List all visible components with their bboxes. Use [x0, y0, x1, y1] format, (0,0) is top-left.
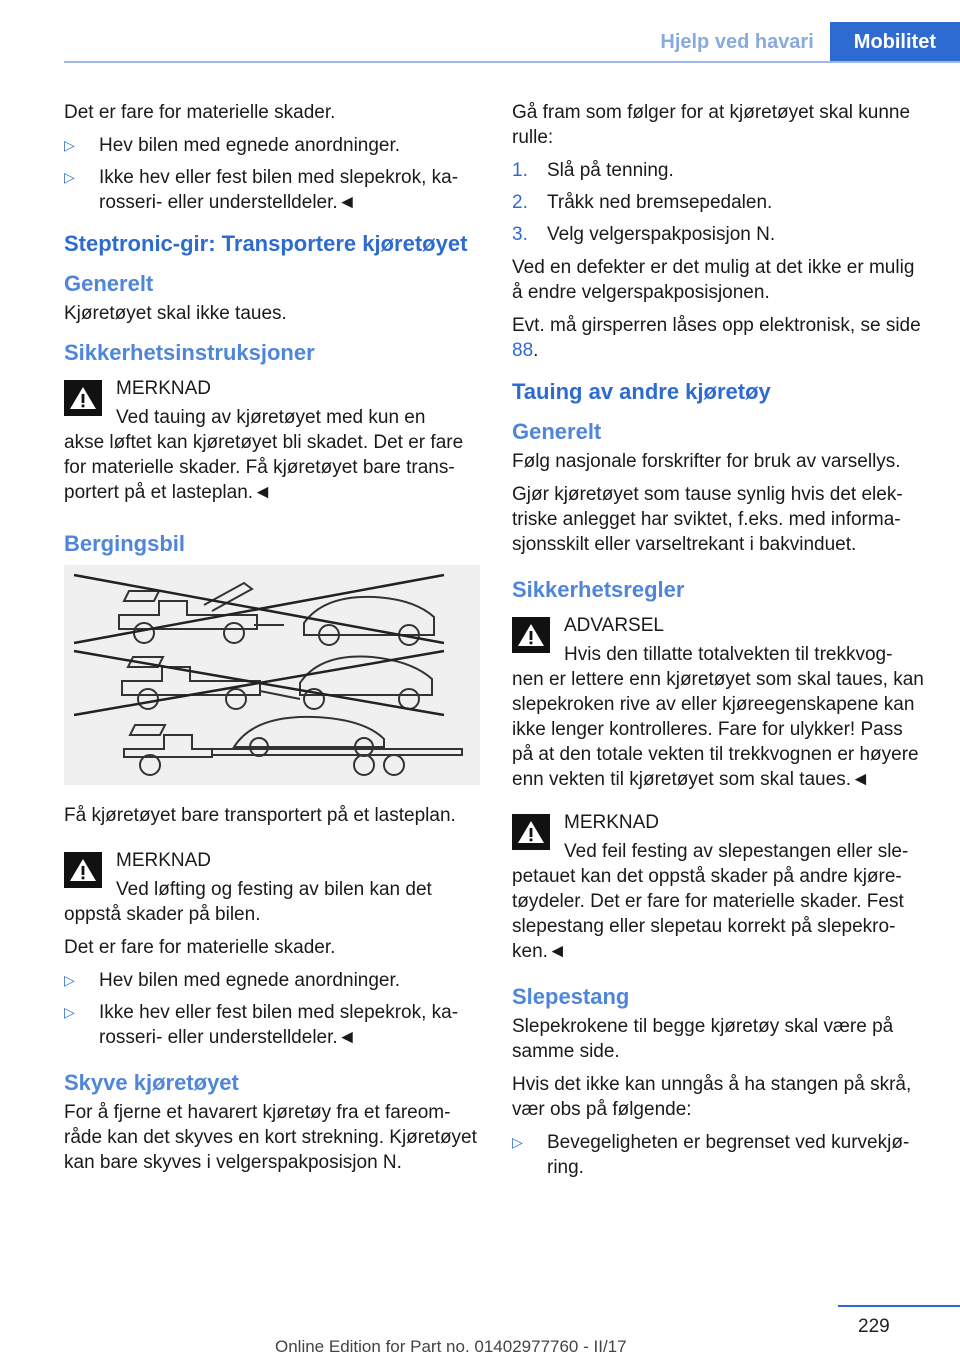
warning-triangle-icon [64, 380, 102, 416]
warning-text: Hvis den tillatte totalvekten til trekkvog- [564, 644, 893, 665]
list-item-text: Bevegeligheten er begrenset ved kurvekjøring. [547, 1132, 910, 1178]
paragraph: Kjøretøyet skal ikke taues. [64, 303, 287, 324]
list-number: 1. [512, 160, 528, 181]
subheading: Sikkerhetsregler [512, 577, 685, 602]
paragraph: Hvis det ikke kan unngås å ha stangen på skrå, vær obs på følgende: [512, 1074, 912, 1120]
list-item-text: Ikke hev eller fest bilen med slepekrok, karosseri- eller understelldeler.◄ [99, 167, 459, 213]
paragraph: For å fjerne et havarert kjøretøy fra et fareområde kan det skyves en kort strekning. Kjøretøyet kan bare skyves i velgerspakposisjon N. [64, 1102, 477, 1173]
header-tabs [644, 22, 960, 62]
notice-box [64, 848, 480, 927]
list-item-text: Tråkk ned bremsepedalen. [547, 192, 773, 213]
list-item-text: Slå på tenning. [547, 160, 674, 181]
paragraph: Slepekrokene til begge kjøretøy skal være på samme side. [512, 1016, 894, 1062]
list-item [64, 133, 480, 158]
notice-text: Ved tauing av kjøretøyet med kun en [116, 407, 426, 428]
list-number: 3. [512, 224, 528, 245]
list-item-text: Hev bilen med egnede anordninger. [99, 970, 401, 991]
bullet-list [64, 133, 480, 215]
warning-title: ADVARSEL [564, 615, 664, 636]
list-item-text: Ikke hev eller fest bilen med slepekrok, karosseri- eller understelldeler.◄ [99, 1002, 459, 1048]
list-item-text: Hev bilen med egnede anordninger. [99, 135, 401, 156]
right-column [512, 100, 928, 1188]
triangle-bullet-icon: ▷ [64, 169, 75, 185]
notice-title: MERKNAD [564, 812, 660, 833]
notice-text-continued: akse løftet kan kjøretøyet bli skadet. Det er fare for materielle skader. Få kjøretøyet bare transportert på et lasteplan.◄ [64, 432, 464, 503]
list-number: 2. [512, 192, 528, 213]
page-number: 229 [858, 1316, 890, 1337]
paragraph: Gå fram som følger for at kjøretøyet skal kunne rulle: [512, 102, 911, 148]
bullet-list [64, 968, 480, 1050]
paragraph [512, 313, 928, 363]
triangle-bullet-icon: ▷ [64, 972, 75, 988]
list-item [512, 1130, 928, 1180]
list-item [512, 222, 928, 247]
footer-edition: Online Edition for Part no. 01402977760 - II/17 [275, 1337, 627, 1356]
triangle-bullet-icon: ▷ [64, 1004, 75, 1020]
list-item [64, 968, 480, 993]
paragraph: Ved en defekter er det mulig at det ikke er mulig å endre velgerspakposisjonen. [512, 257, 915, 303]
footer-divider [838, 1305, 960, 1307]
numbered-list [512, 158, 928, 247]
list-item [512, 190, 928, 215]
bullet-list [512, 1130, 928, 1180]
subheading: Bergingsbil [64, 531, 186, 556]
tab-hjelp-ved-havari[interactable]: Hjelp ved havari [660, 31, 814, 53]
subheading: Generelt [64, 271, 154, 296]
warning-box [512, 613, 928, 792]
list-item [512, 158, 928, 183]
notice-title: MERKNAD [116, 850, 212, 871]
warning-triangle-icon [512, 617, 550, 653]
page-link[interactable]: 88 [512, 340, 534, 361]
notice-box [64, 376, 480, 505]
notice-title: MERKNAD [116, 378, 212, 399]
subheading: Generelt [512, 419, 602, 444]
subheading: Skyve kjøretøyet [64, 1070, 239, 1095]
warning-triangle-icon [512, 814, 550, 850]
triangle-bullet-icon: ▷ [512, 1134, 523, 1150]
paragraph: Det er fare for materielle skader. [64, 102, 336, 123]
list-item [64, 165, 480, 215]
paragraph-text: . [533, 340, 539, 361]
notice-text: Ved løfting og festing av bilen kan det [116, 879, 432, 900]
subheading: Slepestang [512, 984, 630, 1009]
header-divider [64, 61, 960, 63]
warning-text-continued: nen er lettere enn kjøretøyet som skal taues, kan slepekroken rive av eller kjøreegenskapene kan ikke lenger kontrolleres. Fare for ulykker! Pass på at den totale vekten til trekkvognen er høyere enn vekten til kjøretøyet som skal taues.◄ [512, 669, 924, 790]
notice-text: Ved feil festing av slepestangen eller sle- [564, 841, 909, 862]
paragraph: Det er fare for materielle skader. [64, 937, 336, 958]
warning-triangle-icon [64, 852, 102, 888]
paragraph-text: Evt. må girsperren låses opp elektronisk, se side [512, 315, 921, 336]
list-item [64, 1000, 480, 1050]
paragraph: Gjør kjøretøyet som tause synlig hvis det elektriske anlegget har sviktet, f.eks. med informasjonsskilt eller varseltrekant i bakvinduet. [512, 484, 903, 555]
notice-text-continued: oppstå skader på bilen. [64, 904, 261, 925]
notice-box [512, 810, 928, 964]
notice-text-continued: petauet kan det oppstå skader på andre kjøretøydeler. Det er fare for materielle skader. Fest slepestang eller slepetau korrekt på slepekroken.◄ [512, 866, 904, 962]
paragraph: Følg nasjonale forskrifter for bruk av varsellys. [512, 451, 901, 472]
figure-caption: Få kjøretøyet bare transportert på et lasteplan. [64, 805, 456, 826]
subheading: Sikkerhetsinstruksjoner [64, 340, 315, 365]
tab-mobilitet[interactable]: Mobilitet [830, 22, 960, 62]
left-column [64, 100, 480, 1183]
section-heading: Steptronic-gir: Transportere kjøretøyet [64, 231, 468, 256]
towing-illustration [64, 565, 480, 785]
triangle-bullet-icon: ▷ [64, 137, 75, 153]
section-heading: Tauing av andre kjøretøy [512, 379, 771, 404]
list-item-text: Velg velgerspakposisjon N. [547, 224, 776, 245]
